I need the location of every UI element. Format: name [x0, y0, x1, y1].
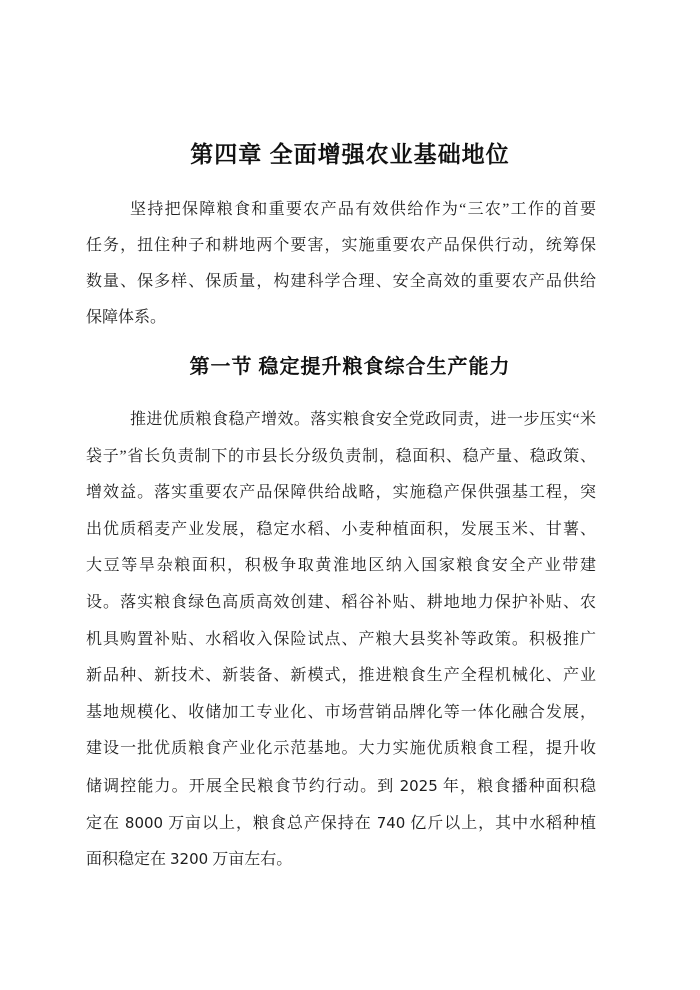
paragraph-line: 保障体系。 — [86, 309, 167, 326]
paragraph-line: 袋子”省长负责制下的市县长分级负责制，稳面积、稳产量、稳政策、 — [86, 447, 596, 465]
paragraph-line: 坚持把保障粮食和重要农产品有效供给作为“三农”工作的首要 — [130, 201, 596, 218]
paragraph-line: 新品种、新技术、新装备、新模式，推进粮食生产全程机械化、产业 — [86, 667, 596, 685]
section-heading: 第一节 稳定提升粮食综合生产能力 — [189, 356, 511, 378]
paragraph-section-body — [86, 402, 596, 878]
paragraph-line: 建设一批优质粮食产业化示范基地。大力实施优质粮食工程，提升收 — [86, 740, 596, 758]
chapter-heading: 第四章 全面增强农业基础地位 — [190, 141, 510, 167]
paragraph-line: 任务，扭住种子和耕地两个要害，实施重要农产品保供行动，统筹保 — [86, 237, 596, 254]
paragraph-line: 增效益。落实重要农产品保障供给战略，实施稳产保供强基工程，突 — [86, 484, 596, 502]
paragraph-line: 数量、保多样、保质量，构建科学合理、安全高效的重要农产品供给 — [86, 273, 596, 290]
paragraph-line: 出优质稻麦产业发展，稳定水稻、小麦种植面积，发展玉米、甘薯、 — [86, 520, 596, 538]
paragraph-line: 推进优质粮食稳产增效。落实粮食安全党政同责，进一步压实“米 — [130, 411, 596, 428]
paragraph-intro — [86, 192, 596, 336]
paragraph-line: 定在 8000 万亩以上，粮食总产保持在 740 亿斤以上，其中水稻种植 — [86, 813, 596, 832]
paragraph-line: 基地规模化、收储加工专业化、市场营销品牌化等一体化融合发展， — [86, 703, 596, 721]
paragraph-line: 面积稳定在 3200 万亩左右。 — [86, 850, 293, 869]
paragraph-line: 大豆等旱杂粮面积，积极争取黄淮地区纳入国家粮食安全产业带建 — [86, 557, 596, 575]
paragraph-line: 储调控能力。开展全民粮食节约行动。到 2025 年，粮食播种面积稳 — [86, 776, 596, 795]
paragraph-line: 机具购置补贴、水稻收入保险试点、产粮大县奖补等政策。积极推广 — [86, 630, 596, 648]
paragraph-line: 设。落实粮食绿色高质高效创建、稻谷补贴、耕地地力保护补贴、农 — [86, 593, 596, 611]
